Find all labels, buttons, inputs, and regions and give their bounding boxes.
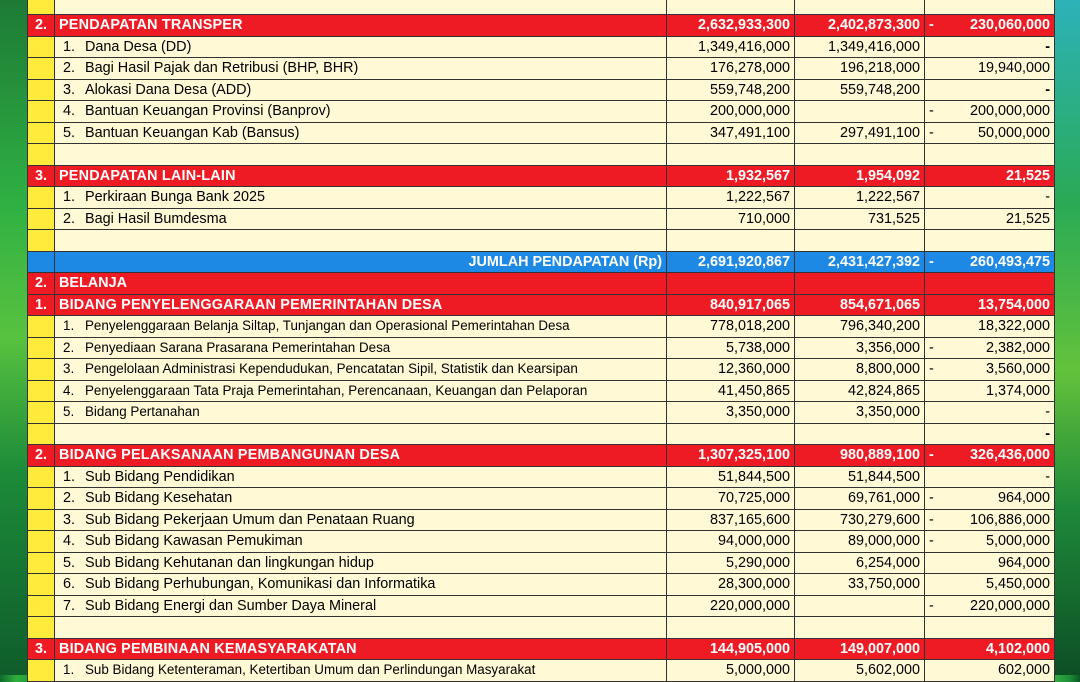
cell-text: Sub Bidang Ketenteraman, Ketertiban Umum dan Perlindungan Masyarakat — [85, 662, 536, 678]
table-cell — [55, 187, 667, 209]
item-number: 4. — [63, 533, 76, 550]
table-row — [28, 316, 1055, 338]
cell-text: 220,000,000 — [969, 597, 1050, 614]
table-cell: 1,374,000 — [925, 380, 1055, 402]
table-cell — [925, 509, 1055, 531]
table-cell: 41,450,865 — [667, 380, 795, 402]
table-cell — [925, 273, 1055, 295]
table-row — [28, 187, 1055, 209]
table-cell — [55, 316, 667, 338]
table-cell — [28, 316, 55, 338]
table-cell: 347,491,100 — [667, 122, 795, 144]
table-cell: 144,905,000 — [667, 638, 795, 660]
table-cell — [925, 337, 1055, 359]
table-cell — [55, 509, 667, 531]
table-row — [28, 79, 1055, 101]
table-cell — [925, 595, 1055, 617]
table-cell: 1,349,416,000 — [795, 36, 925, 58]
table-cell — [925, 531, 1055, 553]
section-header-belanja — [28, 273, 1055, 295]
table-cell: 200,000,000 — [667, 101, 795, 123]
item-number: 4. — [63, 382, 75, 398]
table-cell: 51,844,500 — [795, 466, 925, 488]
table-cell: 796,340,200 — [795, 316, 925, 338]
cell-text: 326,436,000 — [969, 447, 1050, 464]
item-number: 5. — [63, 554, 76, 571]
table-cell: - — [925, 36, 1055, 58]
cell-text: Sub Bidang Kesehatan — [85, 490, 233, 507]
negative-sign: - — [929, 447, 934, 463]
table-cell: 3,350,000 — [667, 402, 795, 424]
negative-sign: - — [929, 490, 934, 506]
table-cell — [28, 58, 55, 80]
cell-text: 230,060,000 — [969, 17, 1050, 34]
table-cell — [55, 595, 667, 617]
table-cell: - — [925, 402, 1055, 424]
cell-text: 260,493,475 — [969, 253, 1050, 270]
cell-text: Bantuan Keuangan Provinsi (Banprov) — [85, 103, 331, 120]
table-cell: 176,278,000 — [667, 58, 795, 80]
negative-sign: - — [929, 103, 934, 119]
table-cell: 2,632,933,300 — [667, 15, 795, 37]
table-cell — [55, 101, 667, 123]
table-row — [28, 122, 1055, 144]
cell-text: Sub Bidang Kawasan Pemukiman — [85, 533, 303, 550]
table-cell: BIDANG PELAKSANAAN PEMBANGUNAN DESA — [55, 445, 667, 467]
budget-table — [27, 0, 1055, 682]
table-row — [28, 488, 1055, 510]
cell-text: Sub Bidang Energi dan Sumber Daya Mineral — [85, 597, 377, 614]
table-cell: 2,402,873,300 — [795, 15, 925, 37]
table-cell — [28, 617, 55, 639]
table-cell — [28, 531, 55, 553]
table-cell — [925, 101, 1055, 123]
table-row-empty — [28, 423, 1055, 445]
cell-text: Penyelenggaraan Tata Praja Pemerintahan, Perencanaan, Keuangan dan Pelaporan — [85, 382, 588, 398]
table-cell: 1. — [28, 294, 55, 316]
table-cell: 5,000,000 — [667, 660, 795, 682]
table-row — [28, 466, 1055, 488]
item-number: 1. — [63, 38, 76, 55]
cell-text: Bantuan Keuangan Kab (Bansus) — [85, 124, 300, 141]
table-cell — [667, 230, 795, 252]
table-cell — [28, 0, 55, 15]
table-row — [28, 359, 1055, 381]
table-cell — [795, 101, 925, 123]
table-row — [28, 337, 1055, 359]
table-cell: 2. — [28, 15, 55, 37]
table-cell: 854,671,065 — [795, 294, 925, 316]
table-cell — [55, 402, 667, 424]
section-header-pendapatan-transper — [28, 15, 1055, 37]
table-cell: 559,748,200 — [667, 79, 795, 101]
table-cell: 69,761,000 — [795, 488, 925, 510]
table-row — [28, 380, 1055, 402]
table-cell — [55, 208, 667, 230]
table-row — [28, 58, 1055, 80]
table-cell: 2,691,920,867 — [667, 251, 795, 273]
table-cell — [28, 144, 55, 166]
negative-sign: - — [929, 361, 934, 377]
table-cell: PENDAPATAN LAIN-LAIN — [55, 165, 667, 187]
item-number: 3. — [63, 511, 76, 528]
section-header-bidang-1 — [28, 294, 1055, 316]
table-cell — [28, 595, 55, 617]
table-cell — [55, 0, 667, 15]
table-cell: 19,940,000 — [925, 58, 1055, 80]
table-cell: BIDANG PEMBINAAN KEMASYARAKATAN — [55, 638, 667, 660]
table-cell: 2,431,427,392 — [795, 251, 925, 273]
table-cell: 980,889,100 — [795, 445, 925, 467]
item-number: 4. — [63, 103, 76, 120]
item-number: 3. — [63, 81, 76, 98]
table-row — [28, 509, 1055, 531]
table-cell: 21,525 — [925, 165, 1055, 187]
table-cell: 28,300,000 — [667, 574, 795, 596]
table-cell — [925, 230, 1055, 252]
table-cell — [28, 101, 55, 123]
cell-text: Bagi Hasil Pajak dan Retribusi (BHP, BHR) — [85, 60, 359, 77]
negative-sign: - — [929, 339, 934, 356]
table-cell — [28, 208, 55, 230]
table-cell — [28, 230, 55, 252]
cell-text: Perkiraan Bunga Bank 2025 — [85, 189, 266, 206]
negative-sign: - — [929, 597, 934, 614]
table-cell: 964,000 — [925, 552, 1055, 574]
table-cell — [55, 359, 667, 381]
table-cell — [55, 337, 667, 359]
table-cell — [667, 144, 795, 166]
table-cell: 149,007,000 — [795, 638, 925, 660]
table-cell — [28, 337, 55, 359]
table-cell: 1,222,567 — [667, 187, 795, 209]
table-cell — [55, 58, 667, 80]
table-cell — [925, 488, 1055, 510]
table-cell — [28, 402, 55, 424]
table-cell — [667, 0, 795, 15]
table-cell — [925, 144, 1055, 166]
cell-text: Sub Bidang Pendidikan — [85, 468, 235, 485]
table-cell — [795, 0, 925, 15]
table-row — [28, 660, 1055, 682]
table-cell — [925, 0, 1055, 15]
table-row — [28, 574, 1055, 596]
table-cell — [28, 79, 55, 101]
table-cell: 33,750,000 — [795, 574, 925, 596]
table-cell — [55, 122, 667, 144]
cell-text: Alokasi Dana Desa (ADD) — [85, 81, 252, 98]
cell-text: 964,000 — [997, 490, 1050, 507]
cell-text: 106,886,000 — [969, 511, 1050, 528]
table-cell — [55, 144, 667, 166]
cell-text: Sub Bidang Kehutanan dan lingkungan hidup — [85, 554, 374, 571]
table-cell: 1,932,567 — [667, 165, 795, 187]
table-cell — [28, 359, 55, 381]
cell-text: 2,382,000 — [985, 339, 1050, 356]
table-cell: - — [925, 187, 1055, 209]
table-cell: - — [925, 79, 1055, 101]
table-cell: 5,290,000 — [667, 552, 795, 574]
table-cell: BIDANG PENYELENGGARAAN PEMERINTAHAN DESA — [55, 294, 667, 316]
table-cell — [55, 466, 667, 488]
table-cell: 778,018,200 — [667, 316, 795, 338]
table-cell — [925, 445, 1055, 467]
section-header-bidang-3 — [28, 638, 1055, 660]
table-row — [28, 0, 1055, 15]
table-cell: 5,602,000 — [795, 660, 925, 682]
item-number: 1. — [63, 318, 75, 334]
cell-text: Bidang Pertanahan — [85, 404, 200, 420]
table-cell — [925, 251, 1055, 273]
table-cell: 731,525 — [795, 208, 925, 230]
table-cell: 51,844,500 — [667, 466, 795, 488]
table-cell — [667, 273, 795, 295]
section-header-bidang-2 — [28, 445, 1055, 467]
item-number: 5. — [63, 124, 76, 141]
table-cell: 1,222,567 — [795, 187, 925, 209]
table-row-empty — [28, 144, 1055, 166]
table-row — [28, 402, 1055, 424]
table-cell — [28, 660, 55, 682]
table-cell — [28, 509, 55, 531]
cell-text: Pengelolaan Administrasi Kependudukan, Pencatatan Sipil, Statistik dan Kearsipan — [85, 361, 578, 377]
negative-sign: - — [929, 511, 934, 528]
table-cell — [28, 574, 55, 596]
table-cell — [795, 144, 925, 166]
table-cell — [55, 574, 667, 596]
table-cell — [55, 660, 667, 682]
table-cell — [55, 617, 667, 639]
table-cell: 1,954,092 — [795, 165, 925, 187]
table-cell — [925, 617, 1055, 639]
table-cell: 4,102,000 — [925, 638, 1055, 660]
section-header-pendapatan-lain-lain — [28, 165, 1055, 187]
table-row — [28, 36, 1055, 58]
item-number: 2. — [63, 490, 76, 507]
cell-text: Dana Desa (DD) — [85, 38, 192, 55]
table-cell: 710,000 — [667, 208, 795, 230]
table-cell — [55, 488, 667, 510]
table-cell: 18,322,000 — [925, 316, 1055, 338]
table-cell — [55, 36, 667, 58]
table-cell — [55, 531, 667, 553]
table-cell — [55, 380, 667, 402]
table-cell: - — [925, 466, 1055, 488]
table-row — [28, 531, 1055, 553]
table-cell: 196,218,000 — [795, 58, 925, 80]
table-cell: 89,000,000 — [795, 531, 925, 553]
cell-text: 5,000,000 — [985, 533, 1050, 550]
table-cell: 840,917,065 — [667, 294, 795, 316]
table-cell — [55, 423, 667, 445]
item-number: 7. — [63, 597, 76, 614]
table-cell — [925, 15, 1055, 37]
negative-sign: - — [929, 533, 934, 549]
table-row — [28, 101, 1055, 123]
table-cell — [667, 423, 795, 445]
table-cell: 730,279,600 — [795, 509, 925, 531]
item-number: 5. — [63, 404, 75, 420]
table-cell — [55, 552, 667, 574]
table-cell: 8,800,000 — [795, 359, 925, 381]
table-cell — [795, 617, 925, 639]
table-cell: 837,165,600 — [667, 509, 795, 531]
table-cell: 21,525 — [925, 208, 1055, 230]
table-cell: JUMLAH PENDAPATAN (Rp) — [55, 251, 667, 273]
table-cell — [667, 617, 795, 639]
table-cell: 220,000,000 — [667, 595, 795, 617]
table-cell — [925, 359, 1055, 381]
negative-sign: - — [929, 17, 934, 33]
table-cell — [28, 36, 55, 58]
table-cell — [795, 595, 925, 617]
table-cell: 42,824,865 — [795, 380, 925, 402]
table-cell — [28, 552, 55, 574]
item-number: 1. — [63, 468, 76, 485]
table-cell — [55, 79, 667, 101]
table-cell: BELANJA — [55, 273, 667, 295]
table-cell: 3. — [28, 165, 55, 187]
background-left-foliage — [0, 0, 28, 675]
cell-text: Sub Bidang Perhubungan, Komunikasi dan Informatika — [85, 576, 436, 593]
table-cell: - — [925, 423, 1055, 445]
negative-sign: - — [929, 253, 934, 270]
table-cell — [28, 466, 55, 488]
table-cell: 6,254,000 — [795, 552, 925, 574]
cell-text: 3,560,000 — [985, 361, 1050, 378]
item-number: 2. — [63, 339, 75, 355]
table-row — [28, 552, 1055, 574]
table-row — [28, 208, 1055, 230]
table-cell — [28, 380, 55, 402]
cell-text: Penyelenggaraan Belanja Siltap, Tunjangan dan Operasional Pemerintahan Desa — [85, 318, 570, 334]
background-right-foliage — [1052, 0, 1080, 675]
table-row-empty — [28, 617, 1055, 639]
item-number: 1. — [63, 189, 76, 206]
table-cell — [28, 187, 55, 209]
table-row-empty — [28, 230, 1055, 252]
cell-text: Bagi Hasil Bumdesma — [85, 210, 227, 227]
table-cell — [795, 423, 925, 445]
table-cell: 1,307,325,100 — [667, 445, 795, 467]
table-cell: 2. — [28, 273, 55, 295]
table-cell: 70,725,000 — [667, 488, 795, 510]
cell-text: Sub Bidang Pekerjaan Umum dan Penataan Ruang — [85, 511, 415, 528]
item-number: 2. — [63, 60, 76, 77]
total-pendapatan-row — [28, 251, 1055, 273]
table-cell: 13,754,000 — [925, 294, 1055, 316]
cell-text: 200,000,000 — [969, 103, 1050, 120]
cell-text: 50,000,000 — [977, 124, 1050, 141]
table-cell: 3. — [28, 638, 55, 660]
table-cell: 1,349,416,000 — [667, 36, 795, 58]
table-cell — [795, 230, 925, 252]
table-cell: 3,356,000 — [795, 337, 925, 359]
table-cell — [28, 423, 55, 445]
item-number: 3. — [63, 361, 75, 377]
table-cell — [925, 122, 1055, 144]
table-cell — [55, 230, 667, 252]
item-number: 6. — [63, 576, 76, 593]
table-cell: 602,000 — [925, 660, 1055, 682]
table-cell: 5,450,000 — [925, 574, 1055, 596]
item-number: 2. — [63, 210, 76, 227]
table-cell — [795, 273, 925, 295]
table-cell: 2. — [28, 445, 55, 467]
negative-sign: - — [929, 124, 934, 141]
table-cell: 3,350,000 — [795, 402, 925, 424]
table-cell: 559,748,200 — [795, 79, 925, 101]
item-number: 1. — [63, 662, 75, 678]
table-row — [28, 595, 1055, 617]
table-cell — [28, 122, 55, 144]
table-cell: 5,738,000 — [667, 337, 795, 359]
table-cell: PENDAPATAN TRANSPER — [55, 15, 667, 37]
table-cell — [28, 251, 55, 273]
table-cell: 94,000,000 — [667, 531, 795, 553]
table-cell: 12,360,000 — [667, 359, 795, 381]
table-cell — [28, 488, 55, 510]
cell-text: Penyediaan Sarana Prasarana Pemerintahan Desa — [85, 339, 391, 355]
table-cell: 297,491,100 — [795, 122, 925, 144]
